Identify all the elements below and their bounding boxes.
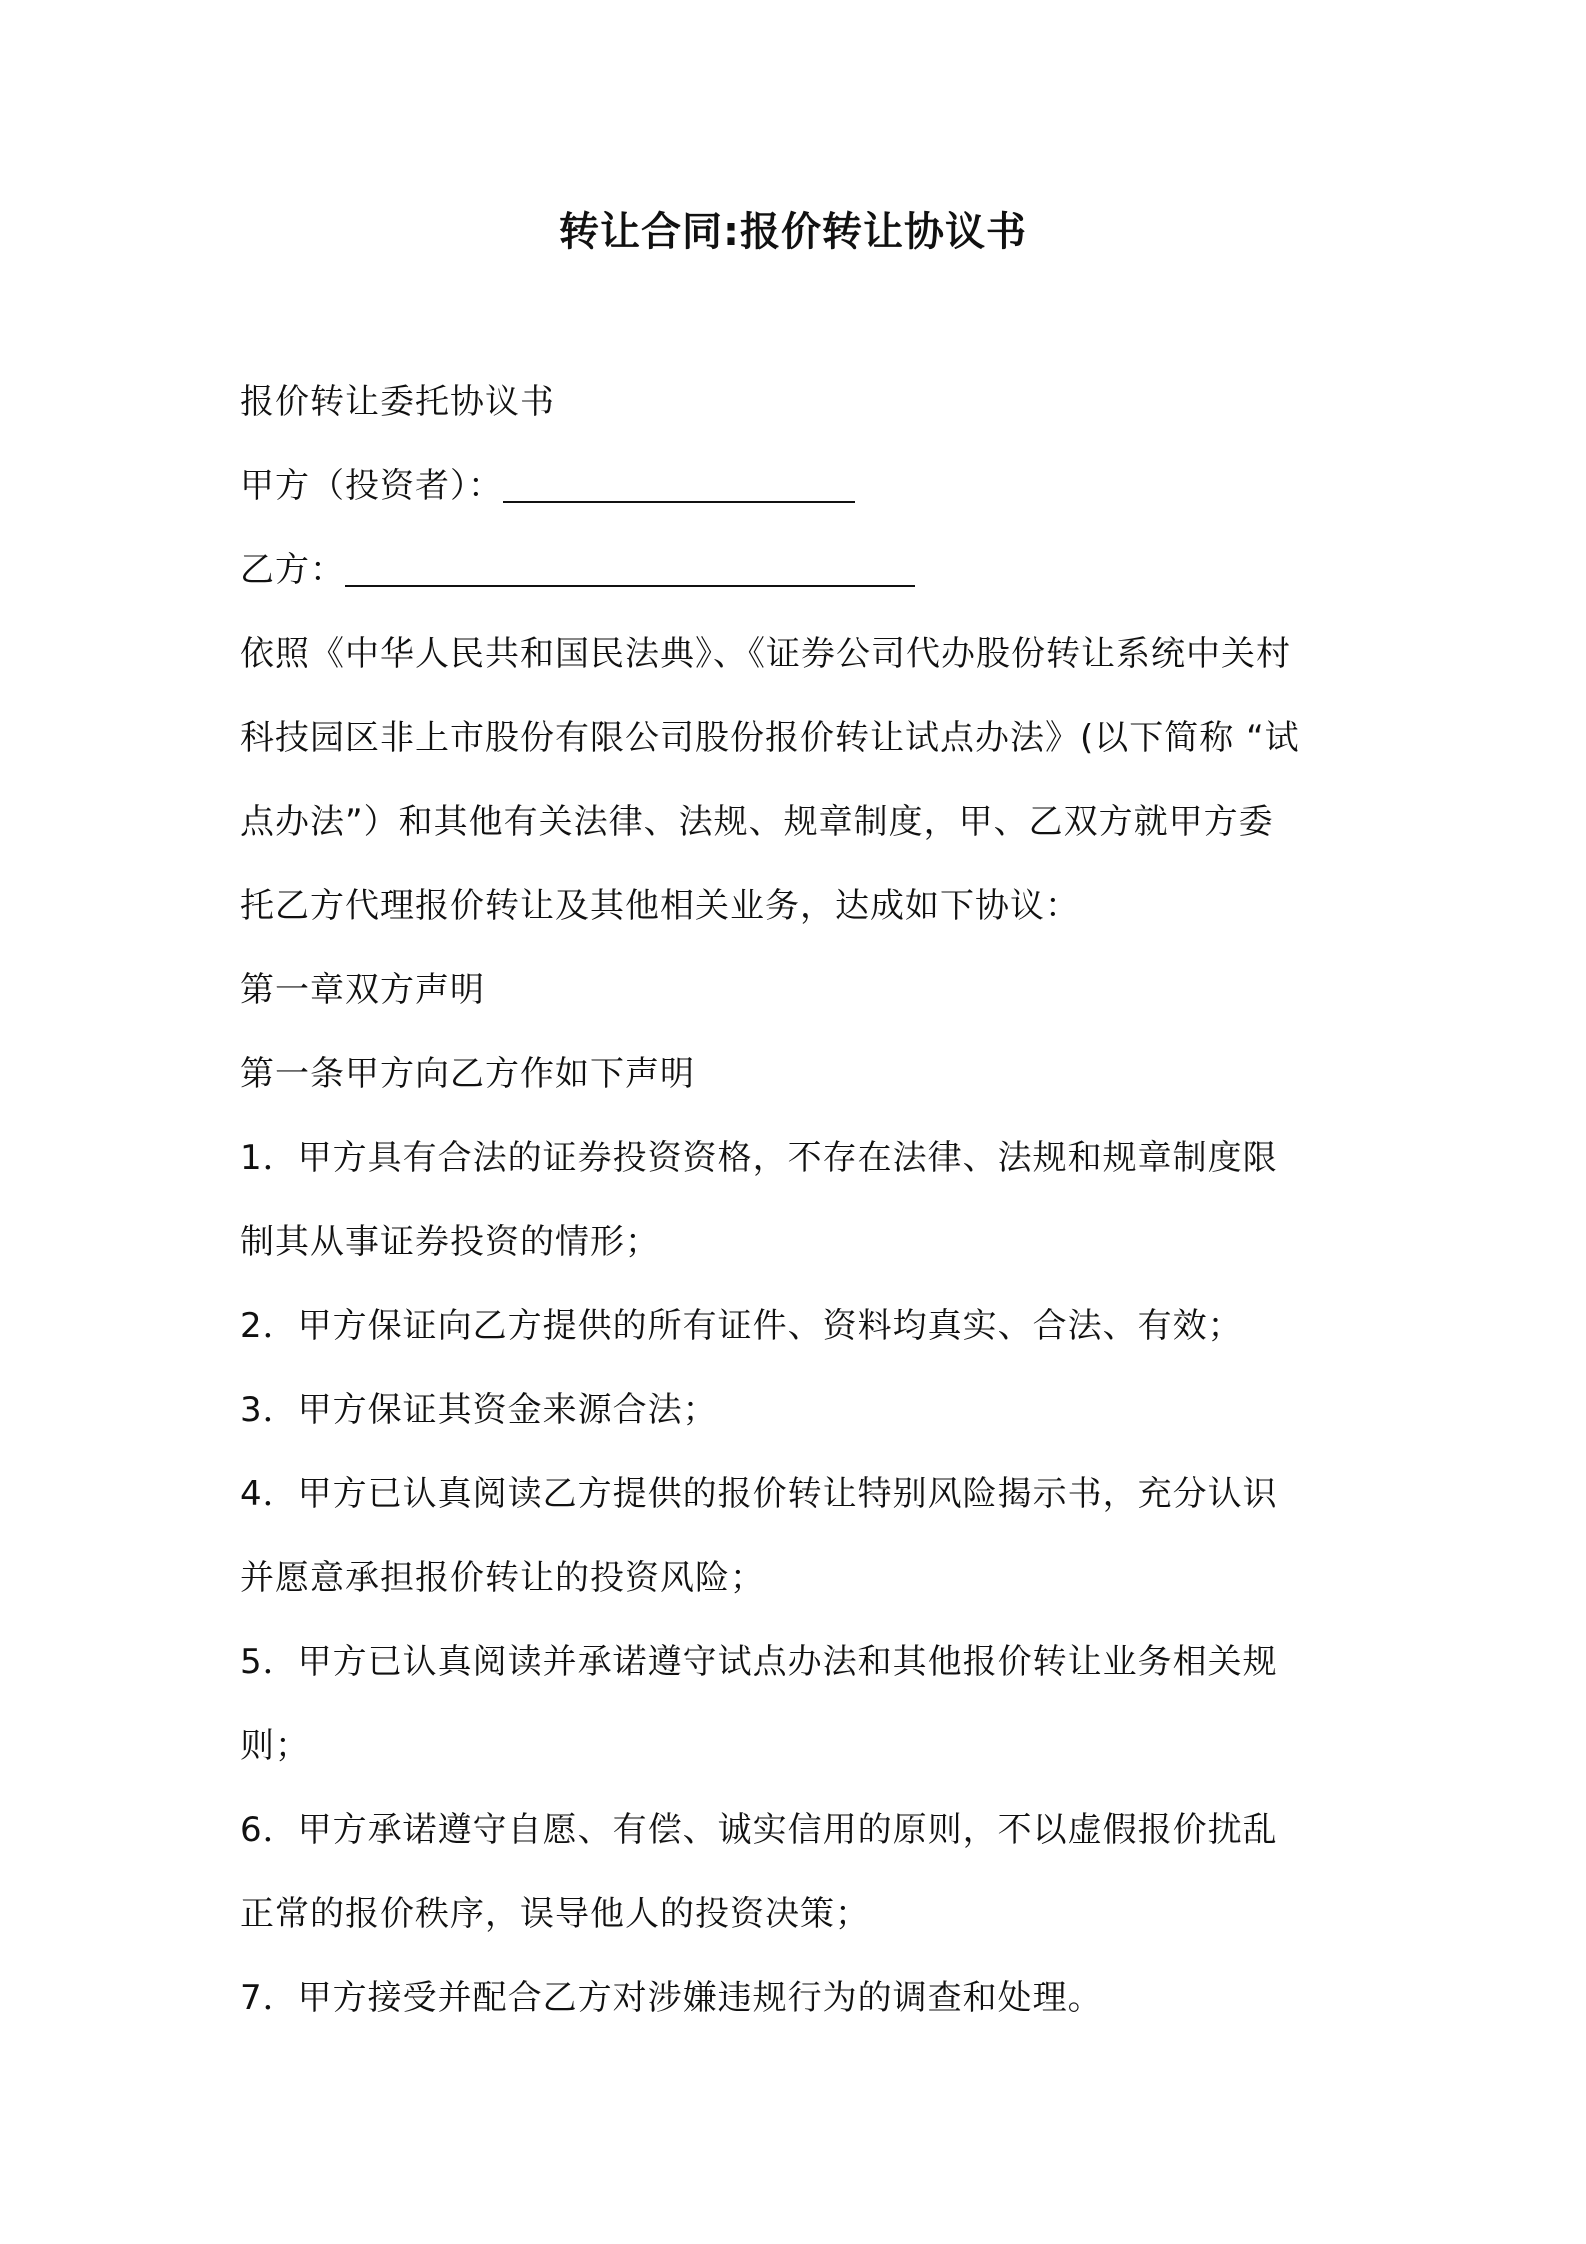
preamble-line: 点办法”）和其他有关法律、法规、规章制度，甲、乙双方就甲方委 bbox=[240, 802, 1274, 842]
clause-line: 2．甲方保证向乙方提供的所有证件、资料均真实、合法、有效； bbox=[240, 1306, 1243, 1346]
chapter-heading: 第一章双方声明 bbox=[240, 970, 485, 1010]
clause-line: 并愿意承担报价转让的投资风险； bbox=[240, 1558, 765, 1598]
party-a-line bbox=[240, 444, 1350, 528]
party-b-label: 乙方： bbox=[240, 550, 345, 590]
party-b-line bbox=[240, 528, 1350, 612]
clause-line: 4．甲方已认真阅读乙方提供的报价转让特别风险揭示书，充分认识 bbox=[240, 1474, 1278, 1514]
clause-line: 制其从事证券投资的情形； bbox=[240, 1222, 660, 1262]
clause-line: 1．甲方具有合法的证券投资资格，不存在法律、法规和规章制度限 bbox=[240, 1138, 1278, 1178]
preamble-line: 科技园区非上市股份有限公司股份报价转让试点办法》(以下简称 “试 bbox=[240, 718, 1300, 758]
subtitle: 报价转让委托协议书 bbox=[240, 382, 555, 422]
preamble-line: 托乙方代理报价转让及其他相关业务，达成如下协议： bbox=[240, 886, 1080, 926]
document-title: 转让合同:报价转让协议书 bbox=[559, 209, 1027, 255]
clause-line: 7．甲方接受并配合乙方对涉嫌违规行为的调查和处理。 bbox=[240, 1978, 1103, 2018]
party-a-blank bbox=[503, 465, 855, 503]
clause-line: 正常的报价秩序，误导他人的投资决策； bbox=[240, 1894, 870, 1934]
clause-line: 则； bbox=[240, 1726, 310, 1766]
document-body bbox=[240, 360, 1350, 2040]
clause-line: 6．甲方承诺遵守自愿、有偿、诚实信用的原则，不以虚假报价扰乱 bbox=[240, 1810, 1278, 1850]
article-heading: 第一条甲方向乙方作如下声明 bbox=[240, 1054, 695, 1094]
preamble-line: 依照《中华人民共和国民法典》、《证券公司代办股份转让系统中关村 bbox=[240, 634, 1291, 674]
clause-line: 5．甲方已认真阅读并承诺遵守试点办法和其他报价转让业务相关规 bbox=[240, 1642, 1278, 1682]
party-b-blank bbox=[345, 549, 915, 587]
clause-line: 3．甲方保证其资金来源合法； bbox=[240, 1390, 718, 1430]
party-a-label: 甲方（投资者）： bbox=[240, 466, 503, 506]
